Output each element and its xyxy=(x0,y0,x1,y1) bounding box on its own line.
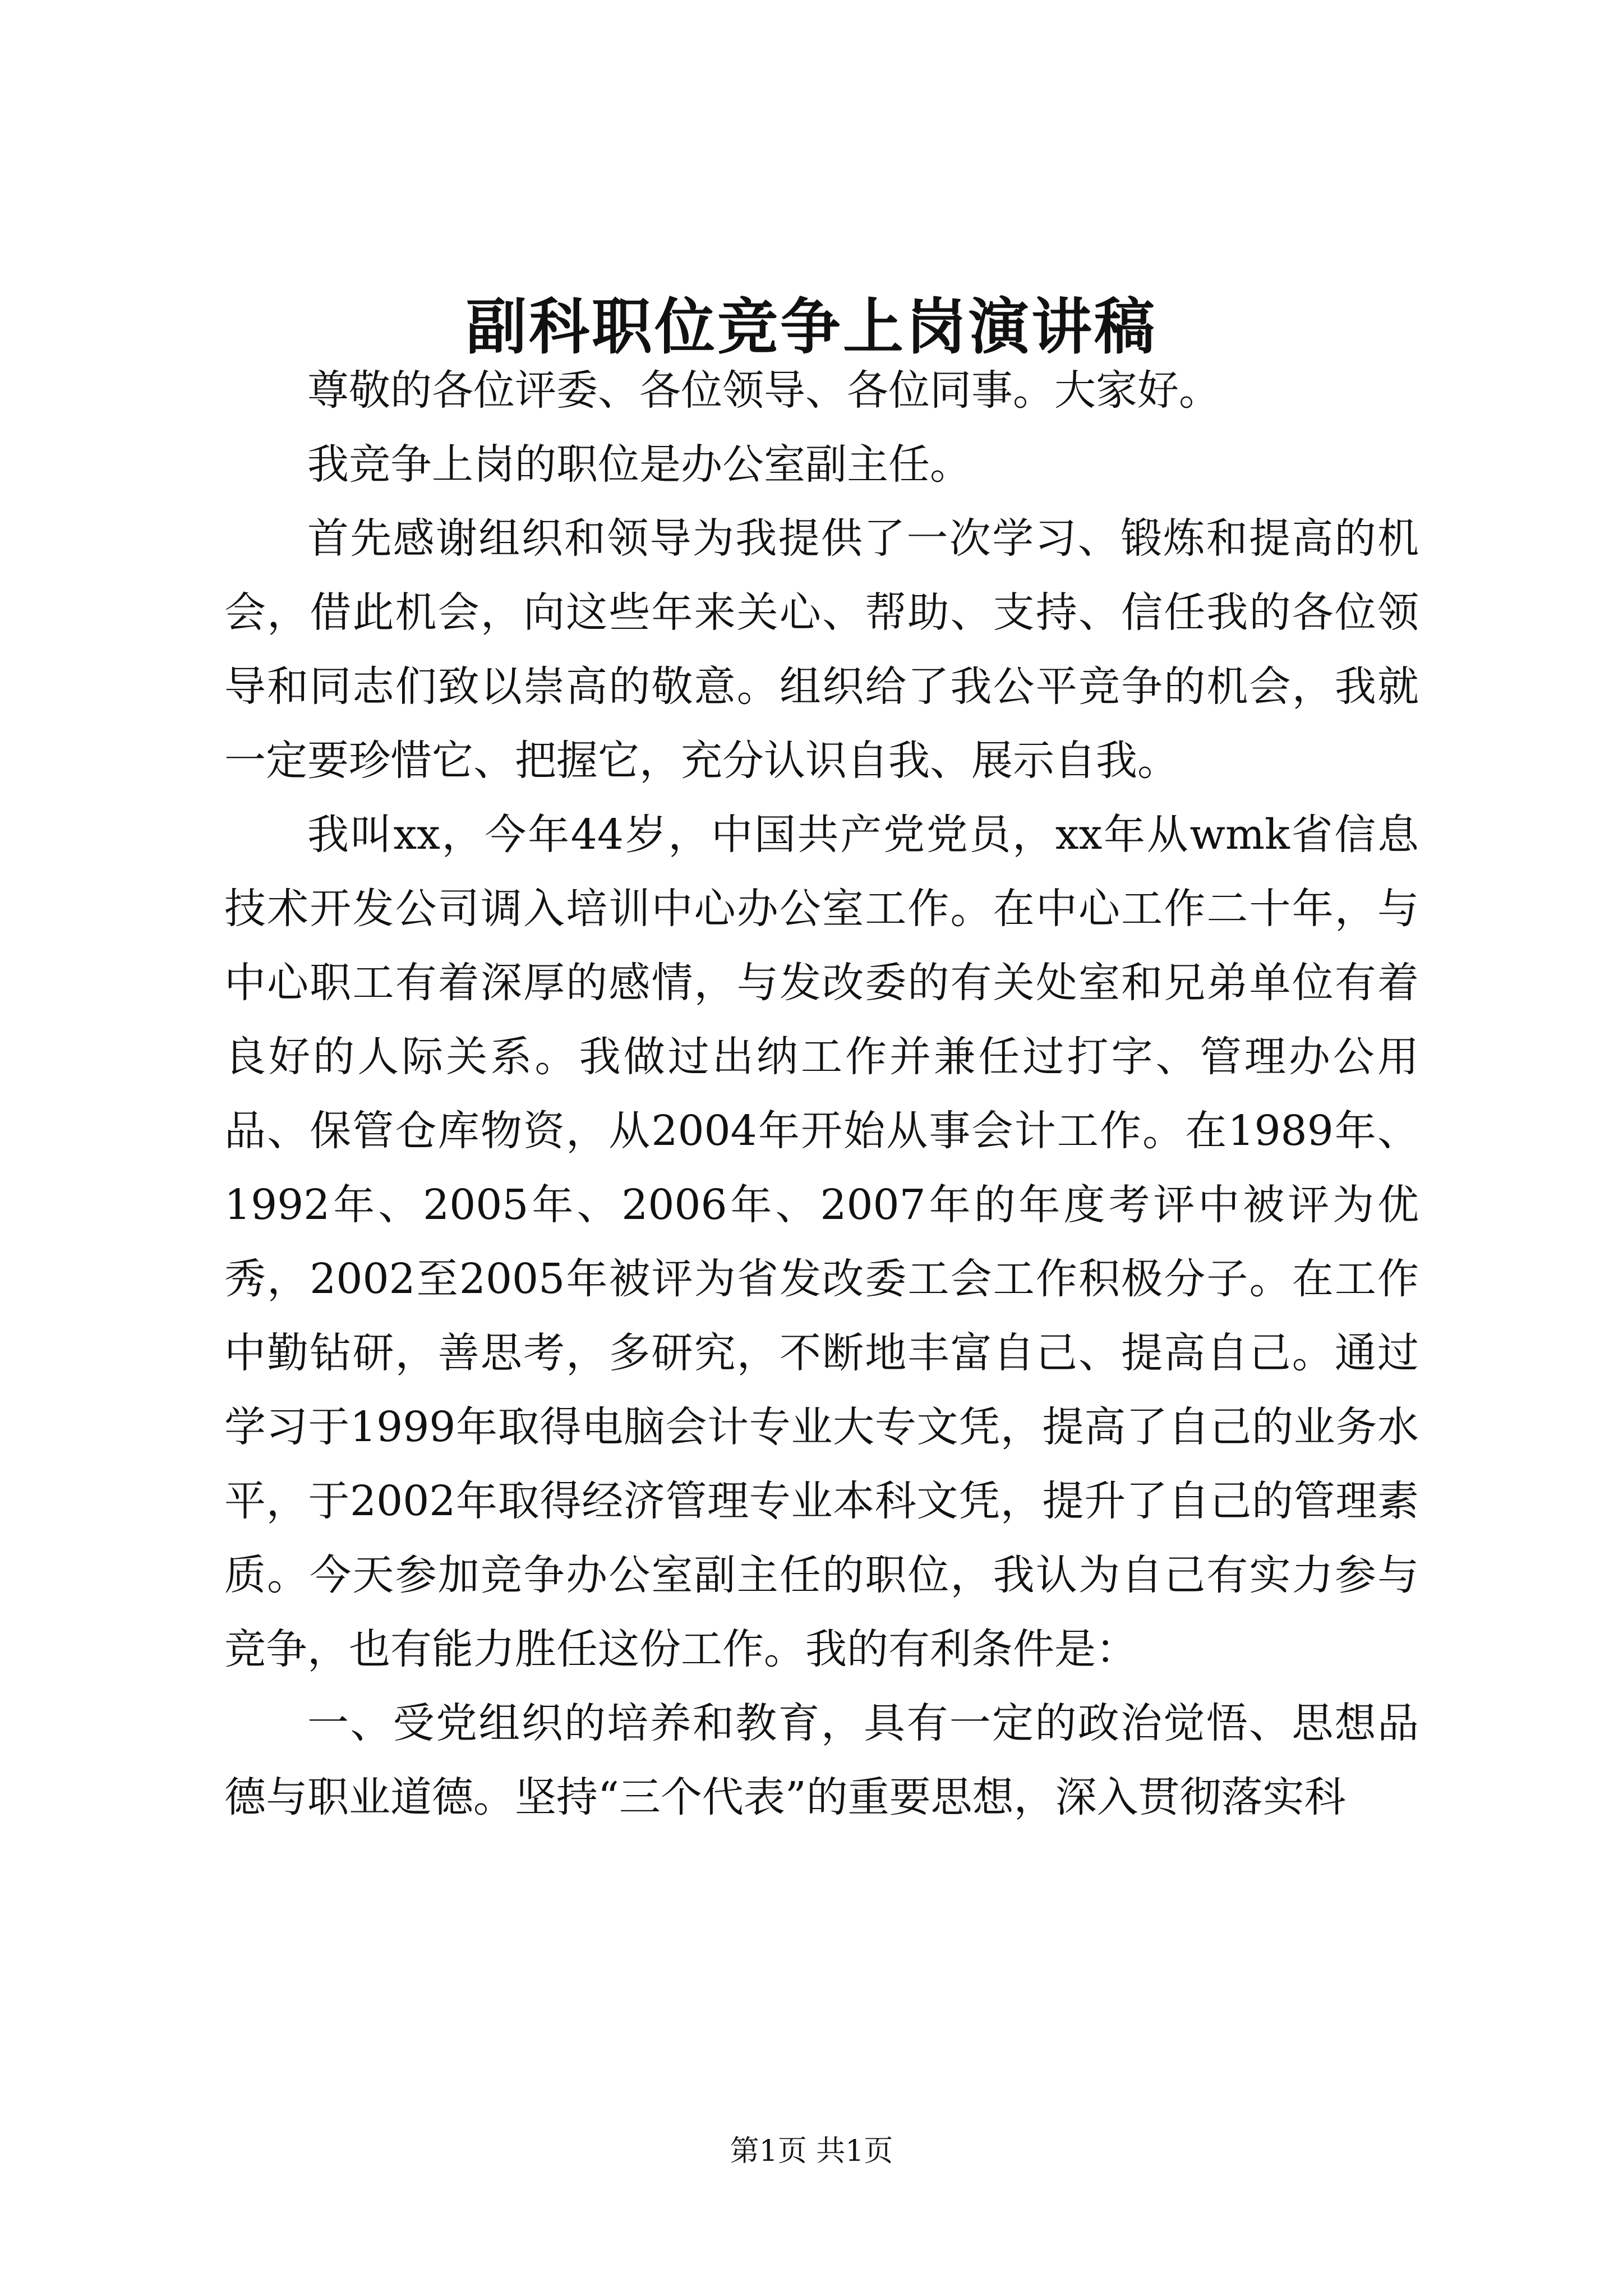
document-title: 副科职位竞争上岗演讲稿 xyxy=(465,292,1157,362)
paragraph-position: 我竞争上岗的职位是办公室副主任。 xyxy=(307,440,971,489)
paragraph-thanks: 首先感谢组织和领导为我提供了一次学习、锻炼和提高的机会，借此机会，向这些年来关心、帮助、支持、信任我的各位领导和同志们致以崇高的敬意。组织给了我公平竞争的机会，我就一定要珍惜它、把握它，充分认识自我、展示自我。 xyxy=(224,514,1419,785)
paragraph-greeting: 尊敬的各位评委、各位领导、各位同事。大家好。 xyxy=(307,366,1220,415)
document-body xyxy=(224,353,1419,1834)
page-footer: 第1页 共1页 xyxy=(730,2134,893,2168)
paragraph-condition-one: 一、受党组织的培养和教育，具有一定的政治觉悟、思想品德与职业道德。坚持“三个代表”的重要思想，深入贯彻落实科 xyxy=(224,1699,1419,1821)
paragraph-background: 我叫xx，今年44岁，中国共产党党员，xx年从wmk省信息技术开发公司调入培训中心办公室工作。在中心工作二十年，与中心职工有着深厚的感情，与发改委的有关处室和兄弟单位有着良好的人际关系。我做过出纳工作并兼任过打字、管理办公用品、保管仓库物资，从2004年开始从事会计工作。在1989年、1992年、2005年、2006年、2007年的年度考评中被评为优秀，2002至2005年被评为省发改委工会工作积极分子。在工作中勤钻研，善思考，多研究，不断地丰富自己、提高自己。通过学习于1999年取得电脑会计专业大专文凭，提高了自己的业务水平，于2002年取得经济管理专业本科文凭，提升了自己的管理素质。今天参加竞争办公室副主任的职位，我认为自己有实力参与竞争，也有能力胜任这份工作。我的有利条件是： xyxy=(224,811,1419,1673)
